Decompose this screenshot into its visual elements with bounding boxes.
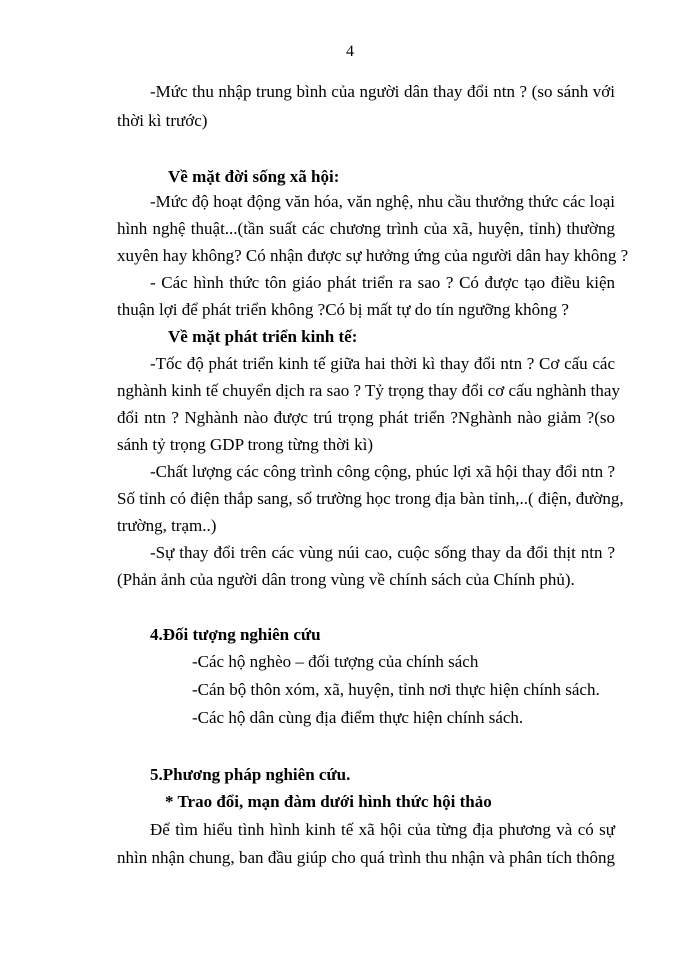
list-item: -Cán bộ thôn xóm, xã, huyện, tỉnh nơi thực hiện chính sách. (192, 680, 600, 699)
text-line: (Phản ảnh của người dân trong vùng về chính sách của Chính phủ). (117, 570, 575, 589)
text-line: đổi ntn ? Nghành nào được trú trọng phát triển ?Nghành nào giảm ?(so (117, 408, 615, 427)
text-line: nghành kinh tế chuyển dịch ra sao ? Tỷ trọng thay đổi cơ cấu nghành thay (117, 381, 620, 400)
text-line: - Các hình thức tôn giáo phát triển ra sao ? Có được tạo điều kiện (150, 273, 615, 292)
text-line: nhìn nhận chung, ban đầu giúp cho quá trình thu nhận và phân tích thông (117, 848, 615, 867)
text-line: -Chất lượng các công trình công cộng, phúc lợi xã hội thay đổi ntn ? (150, 462, 615, 481)
text-line: thuận lợi để phát triển không ?Có bị mất tự do tín ngưỡng không ? (117, 300, 569, 319)
text-line: -Mức thu nhập trung bình của người dân thay đổi ntn ? (so sánh với (150, 82, 615, 101)
section-heading-research-subjects: 4.Đối tượng nghiên cứu (150, 625, 321, 644)
list-item: -Các hộ nghèo – đối tượng của chính sách (192, 652, 479, 671)
text-line: -Mức độ hoạt động văn hóa, văn nghệ, nhu cầu thưởng thức các loại (150, 192, 615, 211)
text-line: xuyên hay không? Có nhận được sự hưởng ứng của người dân hay không ? (117, 246, 629, 265)
text-line: hình nghệ thuật...(tần suất các chương trình của xã, huyện, tỉnh) thường (117, 219, 615, 238)
page-number: 4 (346, 43, 354, 60)
text-line: Để tìm hiểu tình hình kinh tế xã hội của từng địa phương và có sự (150, 820, 615, 839)
text-line: trường, trạm..) (117, 516, 217, 535)
text-line: Số tỉnh có điện thắp sang, số trường học trong địa bàn tỉnh,..( điện, đường, (117, 489, 624, 508)
text-line: thời kì trước) (117, 111, 208, 130)
section-heading-research-methods: 5.Phương pháp nghiên cứu. (150, 765, 351, 784)
section-heading-economic-development: Về mặt phát triển kinh tế: (168, 327, 358, 346)
text-line: -Sự thay đổi trên các vùng núi cao, cuộc sống thay da đổi thịt ntn ? (150, 543, 615, 562)
list-item: -Các hộ dân cùng địa điểm thực hiện chính sách. (192, 708, 524, 727)
section-heading-social-life: Về mặt đời sống xã hội: (168, 167, 340, 186)
text-line: sánh tỷ trọng GDP trong từng thời kì) (117, 435, 374, 454)
text-line: -Tốc độ phát triển kinh tế giữa hai thời kì thay đổi ntn ? Cơ cấu các (150, 354, 615, 373)
subheading-exchange-seminar: * Trao đổi, mạn đàm dưới hình thức hội thảo (165, 792, 492, 811)
